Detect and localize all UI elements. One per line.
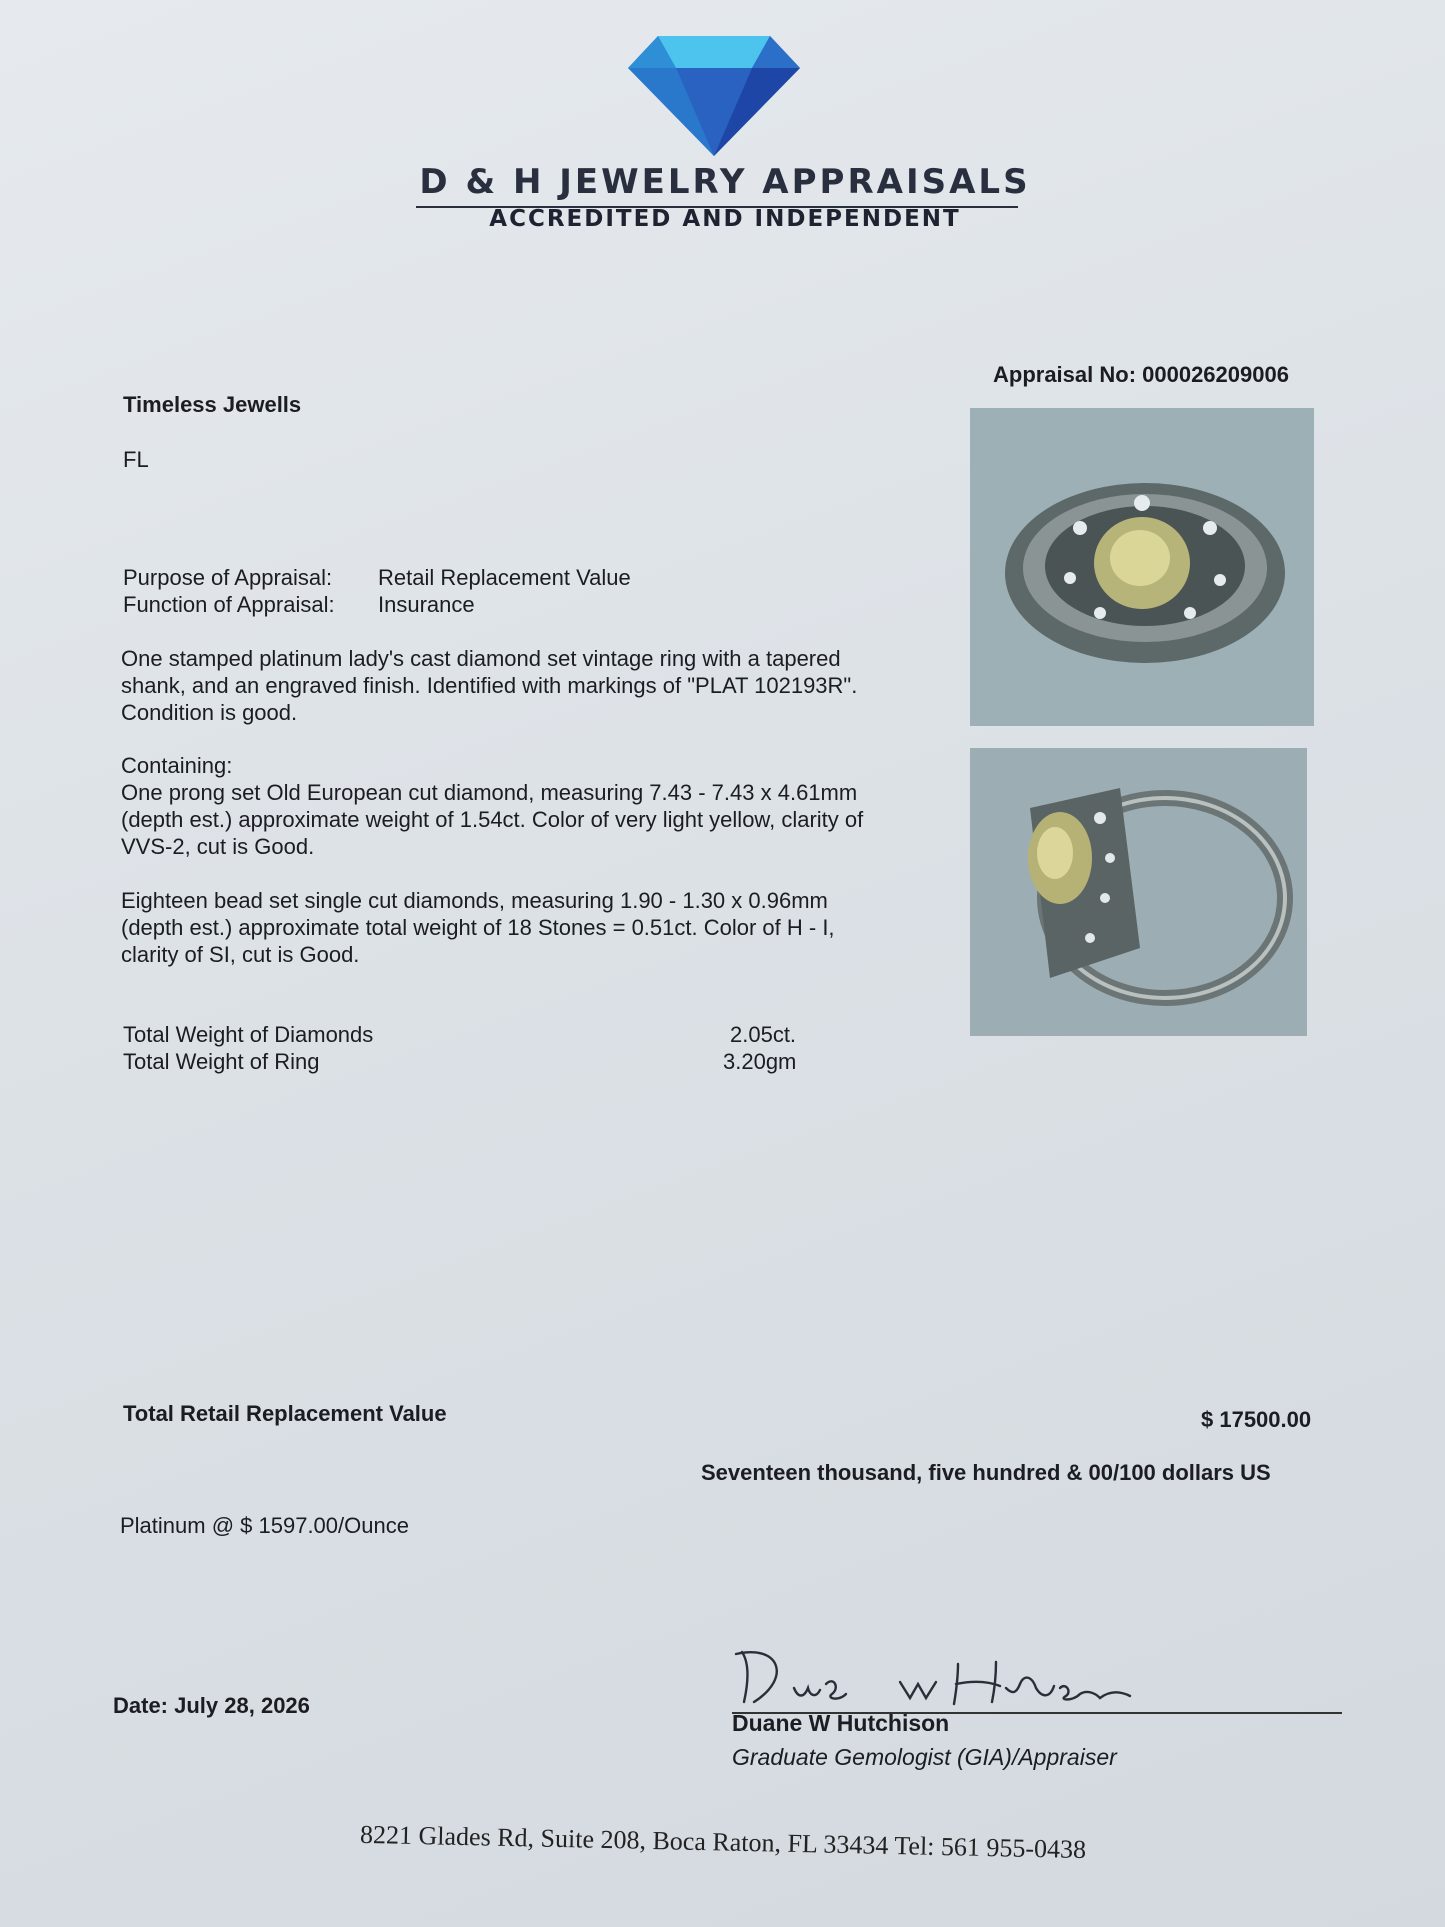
side-stone-line: Eighteen bead set single cut diamonds, measuring 1.90 - 1.30 x 0.96mm — [121, 888, 828, 913]
center-stone-line: (depth est.) approximate weight of 1.54ct. Color of very light yellow, clarity of — [121, 807, 864, 832]
total-value-words: Seventeen thousand, five hundred & 00/100 dollars US — [701, 1460, 1271, 1485]
appraisal-number: Appraisal No: 000026209006 — [993, 362, 1289, 387]
description-line: shank, and an engraved finish. Identified with markings of "PLAT 102193R". — [121, 673, 858, 698]
ring-description — [121, 645, 941, 726]
total-value-amount: $ 17500.00 — [1201, 1407, 1312, 1432]
appraiser-name: Duane W Hutchison — [732, 1710, 950, 1736]
diamond-icon — [628, 32, 800, 156]
ring-photo-side — [970, 748, 1307, 1036]
description-line: One stamped platinum lady's cast diamond set vintage ring with a tapered — [121, 646, 841, 671]
platinum-price: Platinum @ $ 1597.00/Ounce — [120, 1513, 409, 1538]
side-stone-line: clarity of SI, cut is Good. — [121, 942, 360, 967]
function-label: Function of Appraisal: — [123, 592, 335, 617]
center-stone-line: One prong set Old European cut diamond, measuring 7.43 - 7.43 x 4.61mm — [121, 780, 858, 805]
footer-address: 8221 Glades Rd, Suite 208, Boca Raton, FL 33434 Tel: 561 955-0438 — [359, 1819, 1087, 1865]
ring-photo-top — [970, 408, 1314, 726]
company-tagline: ACCREDITED AND INDEPENDENT — [489, 206, 961, 232]
side-stone-line: (depth est.) approximate total weight of 18 Stones = 0.51ct. Color of H - I, — [121, 915, 835, 940]
center-stone-line: VVS-2, cut is Good. — [121, 834, 315, 859]
description-line: Condition is good. — [121, 700, 298, 725]
containing-heading: Containing: — [121, 753, 233, 778]
purpose-label: Purpose of Appraisal: — [123, 565, 333, 590]
ring-weight-label: Total Weight of Ring — [123, 1049, 320, 1074]
appraisal-date: Date: July 28, 2026 — [113, 1693, 310, 1718]
purpose-value: Retail Replacement Value — [378, 565, 631, 590]
purpose-block — [123, 564, 631, 618]
appraiser-title: Graduate Gemologist (GIA)/Appraiser — [732, 1744, 1117, 1770]
total-value-label: Total Retail Replacement Value — [123, 1401, 447, 1426]
company-name: D & H JEWELRY APPRAISALS — [419, 162, 1031, 202]
diamond-weight-value: 2.05ct. — [730, 1022, 797, 1047]
side-stones-description — [121, 887, 941, 968]
center-stone-description — [121, 752, 941, 860]
function-value: Insurance — [378, 592, 475, 617]
client-state: FL — [123, 447, 149, 472]
ring-weight-value: 3.20gm — [723, 1049, 797, 1074]
diamond-weight-label: Total Weight of Diamonds — [123, 1022, 374, 1047]
client-name: Timeless Jewells — [123, 392, 302, 417]
appraiser-signature — [730, 1644, 1150, 1714]
